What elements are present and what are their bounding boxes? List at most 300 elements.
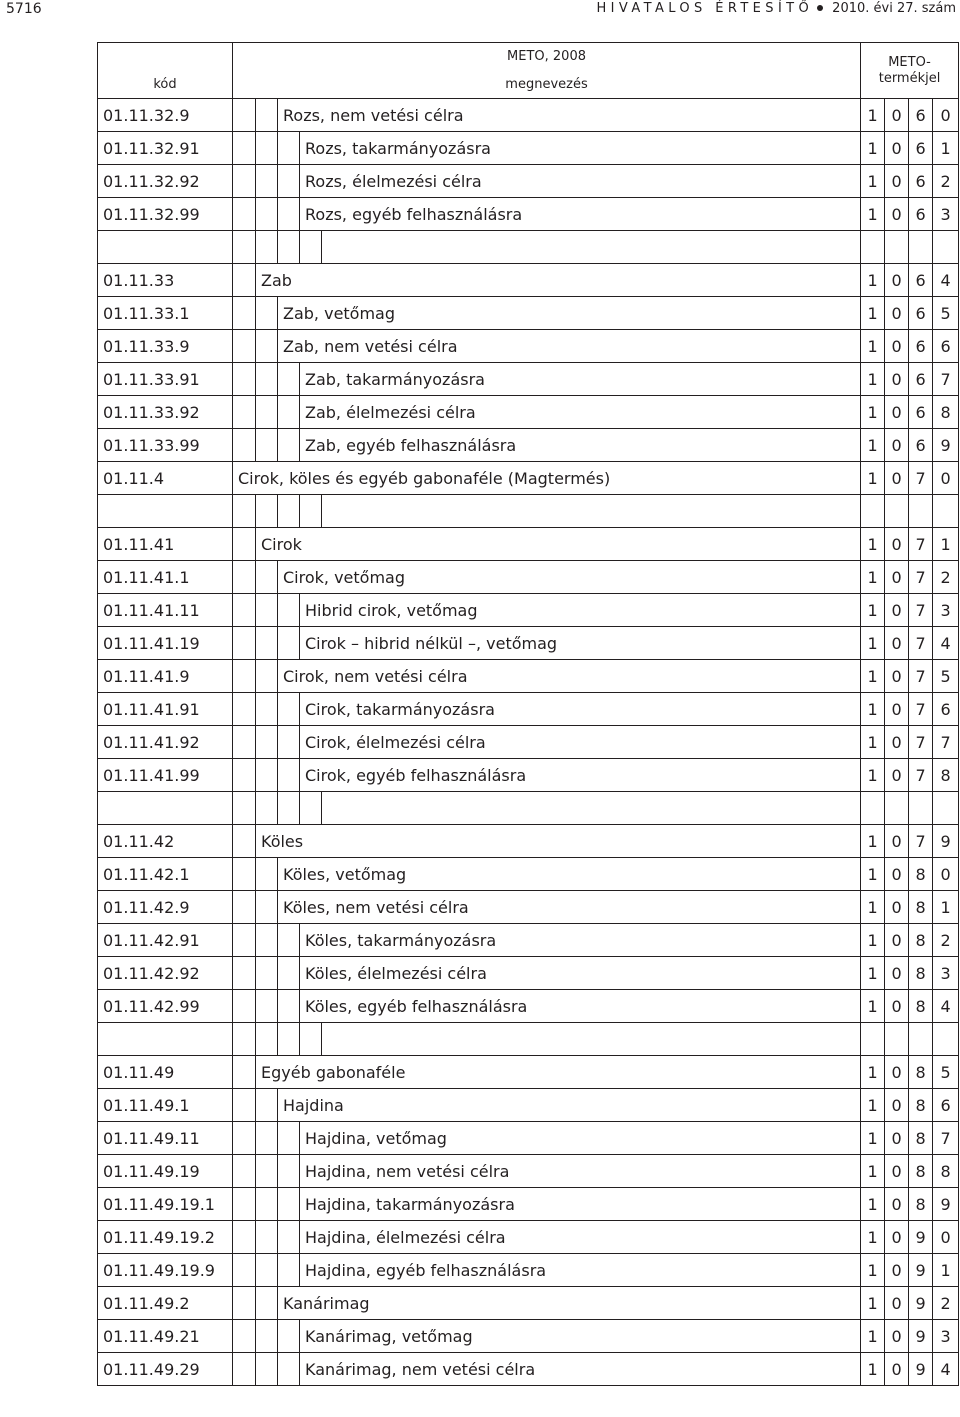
product-mark-digit: 5 — [933, 1056, 959, 1089]
product-mark-digit: 1 — [861, 693, 885, 726]
indent-cell — [233, 726, 256, 759]
product-mark-digit: 1 — [861, 1122, 885, 1155]
product-mark-digit: 0 — [885, 561, 909, 594]
name-cell: Egyéb gabonaféle — [256, 1056, 861, 1089]
product-mark-digit: 0 — [885, 1056, 909, 1089]
code-cell: 01.11.49.2 — [98, 1287, 233, 1320]
indent-cell — [256, 297, 278, 330]
indent-cell — [278, 363, 300, 396]
product-mark-digit: 1 — [861, 99, 885, 132]
code-cell: 01.11.42.1 — [98, 858, 233, 891]
code-cell: 01.11.41.99 — [98, 759, 233, 792]
product-mark-digit: 0 — [885, 627, 909, 660]
table-row — [98, 759, 959, 792]
product-mark-digit: 2 — [933, 924, 959, 957]
indent-cell — [233, 1089, 256, 1122]
product-mark-digit: 3 — [933, 957, 959, 990]
product-mark-digit: 1 — [861, 1287, 885, 1320]
product-mark-digit: 7 — [909, 660, 933, 693]
code-cell: 01.11.49.19.2 — [98, 1221, 233, 1254]
product-mark-digit: 1 — [861, 858, 885, 891]
product-mark-digit: 0 — [885, 1122, 909, 1155]
code-cell: 01.11.42.92 — [98, 957, 233, 990]
product-mark-digit: 0 — [885, 429, 909, 462]
product-mark-digit: 2 — [933, 165, 959, 198]
col-header-code — [98, 43, 233, 99]
name-cell: Köles, egyéb felhasználásra — [300, 990, 861, 1023]
product-mark-digit: 3 — [933, 198, 959, 231]
name-cell — [322, 495, 861, 528]
name-cell: Köles, nem vetési célra — [278, 891, 861, 924]
indent-cell — [278, 231, 300, 264]
indent-cell — [278, 594, 300, 627]
indent-cell — [278, 1122, 300, 1155]
table-row — [98, 693, 959, 726]
indent-cell — [256, 165, 278, 198]
product-mark-digit: 0 — [885, 990, 909, 1023]
table-row — [98, 1056, 959, 1089]
code-cell: 01.11.32.91 — [98, 132, 233, 165]
product-mark-digit: 1 — [861, 1254, 885, 1287]
table-row — [98, 990, 959, 1023]
table-row — [98, 429, 959, 462]
name-cell: Zab, takarmányozásra — [300, 363, 861, 396]
issue-label: 2010. évi 27. szám — [832, 1, 956, 16]
product-mark-digit: 1 — [861, 330, 885, 363]
product-mark-digit: 8 — [909, 1089, 933, 1122]
indent-cell — [300, 495, 322, 528]
product-mark-digit: 0 — [885, 363, 909, 396]
product-mark-digit — [933, 1023, 959, 1056]
product-mark-digit: 9 — [909, 1287, 933, 1320]
product-mark-digit: 1 — [861, 132, 885, 165]
product-mark-digit: 7 — [909, 825, 933, 858]
product-mark-digit: 0 — [885, 726, 909, 759]
indent-cell — [278, 1353, 300, 1386]
indent-cell — [233, 297, 256, 330]
col-header-name — [233, 71, 861, 99]
indent-cell — [256, 495, 278, 528]
code-cell: 01.11.49.21 — [98, 1320, 233, 1353]
name-cell: Cirok, vetőmag — [278, 561, 861, 594]
product-mark-digit: 6 — [909, 363, 933, 396]
indent-cell — [256, 726, 278, 759]
product-mark-digit: 2 — [933, 1287, 959, 1320]
code-cell: 01.11.32.9 — [98, 99, 233, 132]
indent-cell — [278, 165, 300, 198]
indent-cell — [233, 990, 256, 1023]
product-mark-digit: 1 — [861, 726, 885, 759]
product-mark-digit: 0 — [885, 594, 909, 627]
table-row — [98, 330, 959, 363]
table-row — [98, 396, 959, 429]
indent-cell — [256, 1287, 278, 1320]
indent-cell — [233, 561, 256, 594]
indent-cell — [278, 990, 300, 1023]
indent-cell — [278, 726, 300, 759]
product-mark-digit: 0 — [885, 759, 909, 792]
indent-cell — [256, 957, 278, 990]
code-cell — [98, 1023, 233, 1056]
indent-cell — [278, 495, 300, 528]
product-mark-digit: 0 — [885, 891, 909, 924]
indent-cell — [256, 1254, 278, 1287]
product-mark-digit: 0 — [885, 1254, 909, 1287]
product-mark-digit: 6 — [909, 429, 933, 462]
name-cell: Zab, vetőmag — [278, 297, 861, 330]
product-mark-digit: 1 — [861, 561, 885, 594]
name-cell: Köles, takarmányozásra — [300, 924, 861, 957]
table-row — [98, 1320, 959, 1353]
code-cell: 01.11.42 — [98, 825, 233, 858]
product-mark-digit: 1 — [933, 528, 959, 561]
product-mark-digit: 7 — [909, 528, 933, 561]
product-mark-digit: 1 — [933, 132, 959, 165]
product-mark-digit: 4 — [933, 264, 959, 297]
col-header-product-mark-line1: METO- — [888, 54, 931, 70]
product-mark-digit: 0 — [885, 1353, 909, 1386]
product-mark-digit: 3 — [933, 594, 959, 627]
name-cell: Hajdina, takarmányozásra — [300, 1188, 861, 1221]
product-mark-digit — [933, 495, 959, 528]
indent-cell — [256, 429, 278, 462]
code-cell — [98, 792, 233, 825]
indent-cell — [233, 363, 256, 396]
product-mark-digit: 1 — [933, 1254, 959, 1287]
name-cell: Hajdina, élelmezési célra — [300, 1221, 861, 1254]
product-mark-digit: 8 — [909, 1056, 933, 1089]
indent-cell — [278, 957, 300, 990]
product-mark-digit — [885, 495, 909, 528]
product-mark-digit: 0 — [933, 858, 959, 891]
indent-cell — [278, 1320, 300, 1353]
product-mark-digit: 4 — [933, 1353, 959, 1386]
product-mark-digit: 0 — [933, 462, 959, 495]
product-mark-digit: 7 — [933, 363, 959, 396]
indent-cell — [278, 396, 300, 429]
product-mark-digit: 1 — [861, 462, 885, 495]
product-mark-digit — [861, 495, 885, 528]
product-mark-digit: 1 — [933, 891, 959, 924]
name-cell: Cirok, élelmezési célra — [300, 726, 861, 759]
indent-cell — [278, 1188, 300, 1221]
product-mark-digit: 6 — [933, 1089, 959, 1122]
code-cell: 01.11.49 — [98, 1056, 233, 1089]
indent-cell — [233, 759, 256, 792]
indent-cell — [233, 957, 256, 990]
product-mark-digit: 1 — [861, 759, 885, 792]
product-mark-digit: 0 — [885, 957, 909, 990]
product-mark-digit — [861, 1023, 885, 1056]
table-row — [98, 1254, 959, 1287]
product-mark-digit: 1 — [861, 297, 885, 330]
name-cell — [322, 792, 861, 825]
product-mark-digit: 0 — [885, 1155, 909, 1188]
indent-cell — [300, 1023, 322, 1056]
product-mark-digit: 0 — [885, 132, 909, 165]
product-mark-digit — [933, 231, 959, 264]
code-cell: 01.11.41.19 — [98, 627, 233, 660]
journal-name: HIVATALOS ÉRTESÍTŐ — [596, 1, 814, 16]
code-cell: 01.11.33 — [98, 264, 233, 297]
table-row — [98, 462, 959, 495]
code-cell: 01.11.41.91 — [98, 693, 233, 726]
indent-cell — [233, 429, 256, 462]
product-mark-digit: 8 — [909, 891, 933, 924]
table-row — [98, 561, 959, 594]
indent-cell — [278, 429, 300, 462]
name-cell: Hajdina, egyéb felhasználásra — [300, 1254, 861, 1287]
product-mark-digit: 9 — [909, 1353, 933, 1386]
indent-cell — [233, 396, 256, 429]
product-mark-digit: 9 — [909, 1221, 933, 1254]
indent-cell — [233, 1056, 256, 1089]
product-mark-digit: 1 — [861, 396, 885, 429]
code-cell: 01.11.4 — [98, 462, 233, 495]
product-mark-digit: 7 — [909, 627, 933, 660]
indent-cell — [256, 1155, 278, 1188]
name-cell: Rozs, takarmányozásra — [300, 132, 861, 165]
indent-cell — [256, 1188, 278, 1221]
product-mark-digit: 1 — [861, 957, 885, 990]
name-cell: Köles, élelmezési célra — [300, 957, 861, 990]
indent-cell — [278, 1023, 300, 1056]
product-mark-digit: 0 — [885, 264, 909, 297]
product-mark-digit: 0 — [885, 924, 909, 957]
product-mark-digit: 0 — [885, 858, 909, 891]
product-mark-digit: 8 — [909, 990, 933, 1023]
product-code-table — [97, 42, 959, 1386]
product-mark-digit: 6 — [909, 396, 933, 429]
indent-cell — [278, 627, 300, 660]
product-mark-digit: 1 — [861, 363, 885, 396]
indent-cell — [256, 660, 278, 693]
indent-cell — [278, 792, 300, 825]
product-mark-digit: 8 — [933, 759, 959, 792]
name-cell: Zab, nem vetési célra — [278, 330, 861, 363]
code-cell: 01.11.41 — [98, 528, 233, 561]
name-cell: Cirok, takarmányozásra — [300, 693, 861, 726]
product-mark-digit: 0 — [885, 693, 909, 726]
product-mark-digit: 0 — [933, 99, 959, 132]
product-mark-digit: 0 — [885, 198, 909, 231]
product-mark-digit: 6 — [909, 330, 933, 363]
product-mark-digit: 1 — [861, 264, 885, 297]
code-cell — [98, 231, 233, 264]
col-header-code-label: kód — [153, 77, 177, 92]
name-cell: Rozs, élelmezési célra — [300, 165, 861, 198]
product-mark-digit: 0 — [885, 528, 909, 561]
indent-cell — [233, 1221, 256, 1254]
code-cell: 01.11.32.99 — [98, 198, 233, 231]
code-cell: 01.11.42.91 — [98, 924, 233, 957]
product-mark-digit: 0 — [885, 1188, 909, 1221]
code-cell: 01.11.49.19 — [98, 1155, 233, 1188]
indent-cell — [233, 231, 256, 264]
indent-cell — [256, 759, 278, 792]
indent-cell — [233, 792, 256, 825]
product-mark-digit: 0 — [885, 297, 909, 330]
indent-cell — [233, 1353, 256, 1386]
code-cell: 01.11.32.92 — [98, 165, 233, 198]
product-mark-digit: 0 — [885, 825, 909, 858]
indent-cell — [256, 132, 278, 165]
product-mark-digit: 0 — [933, 1221, 959, 1254]
product-mark-digit: 6 — [909, 165, 933, 198]
name-cell: Cirok, nem vetési célra — [278, 660, 861, 693]
product-mark-digit: 7 — [909, 561, 933, 594]
indent-cell — [233, 165, 256, 198]
indent-cell — [256, 1089, 278, 1122]
product-mark-digit: 0 — [885, 165, 909, 198]
product-mark-digit: 6 — [909, 198, 933, 231]
table-row — [98, 858, 959, 891]
code-cell: 01.11.49.19.9 — [98, 1254, 233, 1287]
product-mark-digit — [885, 1023, 909, 1056]
product-mark-digit: 7 — [909, 759, 933, 792]
code-cell: 01.11.33.1 — [98, 297, 233, 330]
product-mark-digit: 1 — [861, 1353, 885, 1386]
page-header — [0, 0, 960, 22]
product-mark-digit: 3 — [933, 1320, 959, 1353]
product-mark-digit: 9 — [933, 825, 959, 858]
name-cell: Hajdina, vetőmag — [300, 1122, 861, 1155]
col-header-name-label: megnevezés — [505, 76, 588, 92]
indent-cell — [233, 924, 256, 957]
name-cell — [322, 1023, 861, 1056]
product-mark-digit — [909, 495, 933, 528]
product-mark-digit: 0 — [885, 99, 909, 132]
product-mark-digit: 1 — [861, 165, 885, 198]
indent-cell — [256, 1023, 278, 1056]
table-row — [98, 1287, 959, 1320]
product-mark-digit: 0 — [885, 660, 909, 693]
product-mark-digit: 0 — [885, 1221, 909, 1254]
col-header-product-mark-line2: termékjel — [878, 70, 941, 86]
product-mark-digit — [885, 792, 909, 825]
table-row — [98, 1353, 959, 1386]
product-mark-digit: 1 — [861, 924, 885, 957]
indent-cell — [233, 858, 256, 891]
product-mark-digit: 0 — [885, 1320, 909, 1353]
product-mark-digit: 9 — [933, 1188, 959, 1221]
name-cell: Kanárimag, vetőmag — [300, 1320, 861, 1353]
indent-cell — [256, 891, 278, 924]
name-cell: Hajdina — [278, 1089, 861, 1122]
product-mark-digit — [861, 792, 885, 825]
product-mark-digit: 0 — [885, 330, 909, 363]
indent-cell — [233, 693, 256, 726]
indent-cell — [233, 1122, 256, 1155]
name-cell: Rozs, egyéb felhasználásra — [300, 198, 861, 231]
indent-cell — [278, 1254, 300, 1287]
indent-cell — [256, 561, 278, 594]
product-mark-digit: 1 — [861, 528, 885, 561]
table-row-blank — [98, 792, 959, 825]
product-mark-digit: 0 — [885, 396, 909, 429]
product-mark-digit: 8 — [909, 1188, 933, 1221]
product-mark-digit: 1 — [861, 1056, 885, 1089]
product-mark-digit: 2 — [933, 561, 959, 594]
code-cell: 01.11.41.92 — [98, 726, 233, 759]
product-mark-digit: 4 — [933, 627, 959, 660]
indent-cell — [233, 660, 256, 693]
indent-cell — [300, 792, 322, 825]
indent-cell — [278, 1221, 300, 1254]
product-mark-digit: 8 — [909, 1122, 933, 1155]
indent-cell — [233, 1320, 256, 1353]
indent-cell — [233, 1254, 256, 1287]
product-mark-digit — [909, 1023, 933, 1056]
product-mark-digit: 7 — [909, 462, 933, 495]
indent-cell — [300, 231, 322, 264]
indent-cell — [278, 132, 300, 165]
product-mark-digit: 6 — [909, 297, 933, 330]
name-cell: Zab — [256, 264, 861, 297]
product-mark-digit: 9 — [933, 429, 959, 462]
product-mark-digit: 1 — [861, 1089, 885, 1122]
product-mark-digit: 7 — [933, 1122, 959, 1155]
table-row — [98, 363, 959, 396]
code-cell: 01.11.33.9 — [98, 330, 233, 363]
name-cell: Cirok, köles és egyéb gabonaféle (Magtermés) — [233, 462, 861, 495]
indent-cell — [233, 627, 256, 660]
table-row — [98, 165, 959, 198]
indent-cell — [256, 231, 278, 264]
table-body — [98, 99, 959, 1386]
indent-cell — [256, 858, 278, 891]
product-mark-digit: 1 — [861, 660, 885, 693]
indent-cell — [256, 594, 278, 627]
product-mark-digit: 9 — [909, 1254, 933, 1287]
indent-cell — [233, 1188, 256, 1221]
indent-cell — [256, 198, 278, 231]
indent-cell — [233, 528, 256, 561]
product-mark-digit: 8 — [909, 1155, 933, 1188]
indent-cell — [233, 1287, 256, 1320]
product-mark-digit: 1 — [861, 990, 885, 1023]
product-mark-digit: 7 — [909, 693, 933, 726]
code-cell: 01.11.33.99 — [98, 429, 233, 462]
indent-cell — [256, 1320, 278, 1353]
journal-title — [596, 1, 956, 16]
name-cell: Cirok, egyéb felhasználásra — [300, 759, 861, 792]
table-row-blank — [98, 231, 959, 264]
table-row — [98, 660, 959, 693]
table-row — [98, 1155, 959, 1188]
table-row — [98, 264, 959, 297]
table-row — [98, 627, 959, 660]
table-row-blank — [98, 495, 959, 528]
product-mark-digit: 8 — [909, 957, 933, 990]
product-mark-digit: 8 — [933, 1155, 959, 1188]
code-cell: 01.11.33.91 — [98, 363, 233, 396]
product-mark-digit: 0 — [885, 1089, 909, 1122]
code-cell: 01.11.49.29 — [98, 1353, 233, 1386]
code-cell: 01.11.33.92 — [98, 396, 233, 429]
code-cell — [98, 495, 233, 528]
name-cell: Zab, egyéb felhasználásra — [300, 429, 861, 462]
table-row — [98, 726, 959, 759]
table-row — [98, 198, 959, 231]
product-mark-digit: 8 — [933, 396, 959, 429]
product-mark-digit: 1 — [861, 198, 885, 231]
indent-cell — [278, 924, 300, 957]
name-cell: Kanárimag, nem vetési célra — [300, 1353, 861, 1386]
product-mark-digit: 1 — [861, 429, 885, 462]
table-row — [98, 297, 959, 330]
indent-cell — [233, 594, 256, 627]
